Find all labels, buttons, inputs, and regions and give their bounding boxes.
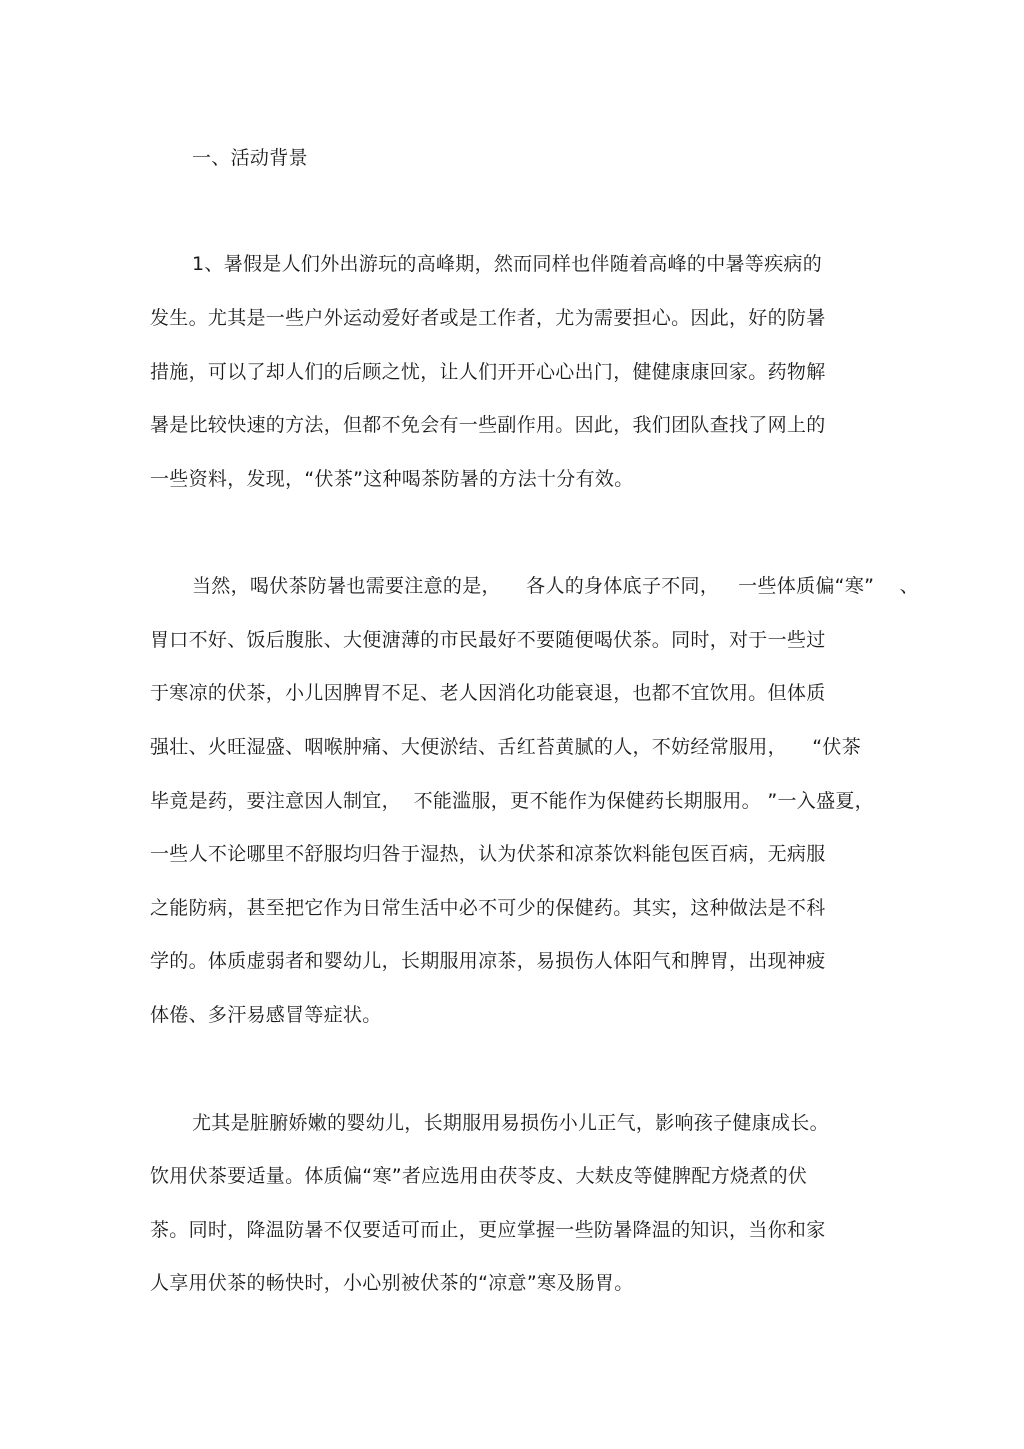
paragraph-2-line-5: 毕竟是药，要注意因人制宜， 不能滥服，更不能作为保健药长期服用。 ”一入盛夏， bbox=[150, 790, 874, 812]
paragraph-3-line-1: 尤其是脏腑娇嫩的婴幼儿，长期服用易损伤小儿正气，影响孩子健康成长。 bbox=[192, 1112, 829, 1134]
paragraph-2-line-6: 一些人不论哪里不舒服均归咎于湿热，认为伏茶和凉茶饮料能包医百病，无病服 bbox=[150, 843, 826, 865]
paragraph-3-line-3: 茶。同时，降温防暑不仅要适可而止，更应掌握一些防暑降温的知识，当你和家 bbox=[150, 1219, 826, 1241]
section-heading: 一、活动背景 bbox=[192, 147, 308, 169]
paragraph-3-line-4: 人享用伏茶的畅快时，小心别被伏茶的“凉意”寒及肠胃。 bbox=[150, 1272, 634, 1294]
paragraph-1-line-4: 暑是比较快速的方法，但都不免会有一些副作用。因此，我们团队查找了网上的 bbox=[150, 414, 826, 436]
paragraph-2-line-3: 于寒凉的伏茶，小儿因脾胃不足、老人因消化功能衰退，也都不宜饮用。但体质 bbox=[150, 682, 826, 704]
paragraph-2-line-4: 强壮、火旺湿盛、咽喉肿痛、大便淤结、舌红苔黄腻的人，不妨经常服用， “伏茶 bbox=[150, 736, 862, 758]
paragraph-2-line-7: 之能防病，甚至把它作为日常生活中必不可少的保健药。其实，这种做法是不科 bbox=[150, 897, 826, 919]
paragraph-2-line-8: 学的。体质虚弱者和婴幼儿，长期服用凉茶，易损伤人体阳气和脾胃，出现神疲 bbox=[150, 950, 826, 972]
paragraph-2-line-9: 体倦、多汗易感冒等症状。 bbox=[150, 1004, 382, 1026]
paragraph-1-line-3: 措施，可以了却人们的后顾之忧，让人们开开心心出门，健健康康回家。药物解 bbox=[150, 361, 826, 383]
paragraph-1-line-5: 一些资料，发现，“伏茶”这种喝茶防暑的方法十分有效。 bbox=[150, 468, 634, 490]
paragraph-1-line-1: 1、暑假是人们外出游玩的高峰期，然而同样也伴随着高峰的中暑等疾病的 bbox=[192, 253, 822, 275]
paragraph-3-line-2: 饮用伏茶要适量。体质偏“寒”者应选用由茯苓皮、大麸皮等健脾配方烧煮的伏 bbox=[150, 1165, 808, 1187]
paragraph-2-line-2: 胃口不好、饭后腹胀、大便溏薄的市民最好不要随便喝伏茶。同时，对于一些过 bbox=[150, 629, 826, 651]
paragraph-1-line-2: 发生。尤其是一些户外运动爱好者或是工作者，尤为需要担心。因此，好的防暑 bbox=[150, 307, 826, 329]
paragraph-2-line-1: 当然，喝伏茶防暑也需要注意的是， 各人的身体底子不同， 一些体质偏“寒” 、 bbox=[192, 575, 919, 597]
